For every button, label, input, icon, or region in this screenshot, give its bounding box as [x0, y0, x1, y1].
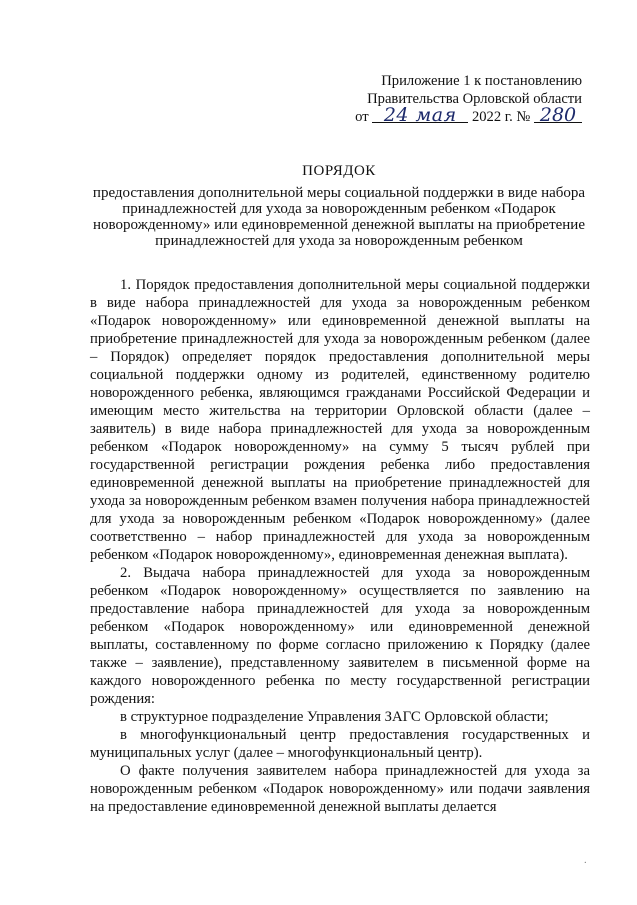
paragraph: 2. Выдача набора принадлежностей для ухода за новорожденным ребенком «Подарок новорожденному» осуществляется по заявлению на предоставление набора принадлежностей для ухода за новорожденным ребенком «Подарок новорожденному» или единовременной денежной выплаты, составленному по форме согласно приложению к Порядку (далее также – заявление), представленному заявителем в письменной форме на каждого новорожденного ребенка по месту государственной регистрации рождения:	[90, 565, 590, 707]
title-subtitle: предоставления дополнительной меры социальной поддержки в виде набора принадлежностей для ухода за новорожденным ребенком «Подарок новорожденному» или единовременной денежной выплаты на приобретение принадлежностей для ухода за новорожденным ребенком	[92, 185, 586, 249]
approval-header	[322, 72, 582, 126]
header-from-prefix: от	[355, 109, 369, 125]
title-heading: ПОРЯДОК	[302, 163, 376, 179]
header-year: 2022 г. №	[471, 109, 531, 125]
paragraph: в многофункциональный центр предоставления государственных и муниципальных услуг (далее – многофункциональный центр).	[90, 727, 590, 761]
header-line-2: Правительства Орловской области	[367, 91, 582, 107]
header-line-1: Приложение 1 к постановлению	[381, 73, 582, 89]
paragraph: О факте получения заявителем набора принадлежностей для ухода за новорожденным ребенком «Подарок новорожденному» или подачи заявления на предоставление единовременной денежной выплаты делается	[90, 763, 590, 815]
paragraph: 1. Порядок предоставления дополнительной меры социальной поддержки в виде набора принадлежностей для ухода за новорожденным ребенком «Подарок новорожденному» или единовременной денежной выплаты на приобретение принадлежностей для ухода за новорожденным ребенком (далее – Порядок) определяет порядок предоставления дополнительной меры социальной поддержки одному из родителей, единственному родителю новорожденного ребенка, являющимся гражданами Российской Федерации и имеющим место жительства на территории Орловской области (далее – заявитель) в виде набора принадлежностей для ухода за новорожденным ребенком «Подарок новорожденному» на сумму 5 тысяч рублей при государственной регистрации рождения ребенка либо предоставления единовременной денежной выплаты на приобретение принадлежностей для ухода за новорожденным ребенком взамен получения набора принадлежностей для ухода за новорожденным ребенком «Подарок новорожденному» (далее соответственно – набор принадлежностей для ухода за новорожденным ребенком «Подарок новорожденному», единовременная денежная выплата).	[90, 277, 590, 563]
scan-speck: ·	[583, 858, 587, 869]
header-line-3	[322, 104, 582, 126]
paragraph: в структурное подразделение Управления ЗАГС Орловской области;	[120, 709, 549, 725]
handwritten-number: 280	[534, 108, 582, 123]
handwritten-date: 24 мая	[372, 108, 468, 123]
document-title	[90, 163, 588, 249]
document-body	[90, 276, 590, 816]
